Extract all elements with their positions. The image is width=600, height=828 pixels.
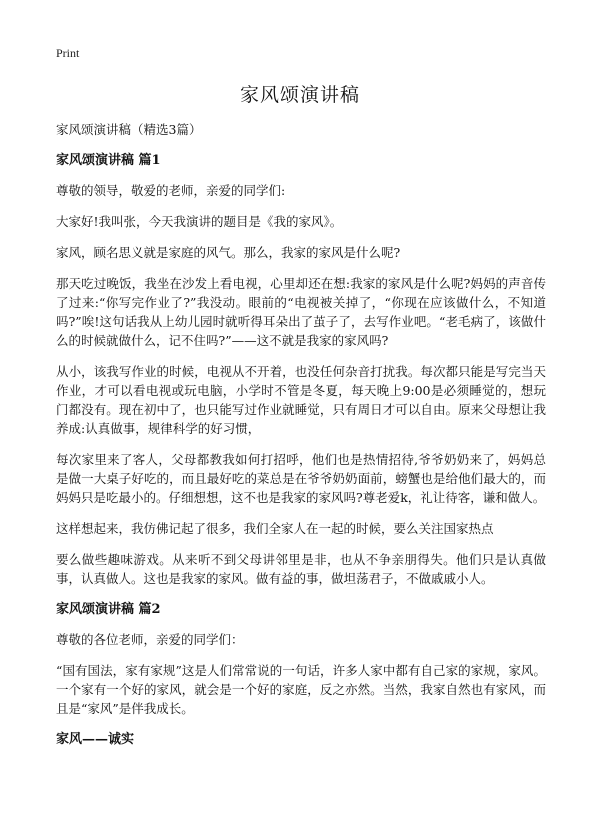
section-heading: 家风颂演讲稿 篇2 — [56, 602, 161, 617]
section-heading: 家风颂演讲稿 篇1 — [56, 153, 161, 168]
section-heading: 家风——诚实 — [56, 732, 135, 747]
document-subtitle: 家风颂演讲稿（精选3篇） — [56, 122, 202, 137]
paragraph: 尊敬的领导，敬爱的老师，亲爱的同学们: — [56, 183, 286, 198]
page-title: 家风颂演讲稿 — [239, 84, 360, 106]
paragraph: 尊敬的各位老师，亲爱的同学们： — [56, 632, 244, 647]
paragraph: 每次家里来了客人，父母都教我如何打招呼，他们也是热情招待,爷爷奶奶来了，妈妈总是做一大桌子好吃的，而且最好吃的菜总是在爷爷奶奶面前，螃蟹也是给他们最大的，而妈妈只是吃最小的。仔细想想，这不也是我家的家风吗?尊老爱k，礼让待客，谦和做人。 — [56, 452, 546, 505]
paragraph: 那天吃过晚饭，我坐在沙发上看电视，心里却还在想:我家的家风是什么呢?妈妈的声音传了过来:“你写完作业了?”我没动。眼前的“电视被关掉了，“你现在应该做什么，不知道吗?”唉!这句话我从上幼儿园时就听得耳朵出了茧子了，去写作业吧。“老毛病了，该做什么的时候就做什么，记不住吗?”——这不就是我家的家风吗? — [56, 276, 546, 348]
paragraph: “国有国法，家有家规”这是人们常常说的一句话，许多人家中都有自己家的家规，家风。一个家有一个好的家风，就会是一个好的家庭，反之亦然。当然，我家自然也有家风，而且是“家风”是伴我成长。 — [56, 663, 546, 716]
print-label: Print — [56, 46, 80, 60]
document-body — [56, 120, 546, 760]
paragraph: 从小，该我写作业的时候，电视从不开着，也没任何杂音打扰我。每次都只能是写完当天作业，才可以看电视或玩电脑，小学时不管是冬夏，每天晚上9:00是必须睡觉的，想玩门都没有。现在初中了，也只能写过作业就睡觉，只有周日才可以自由。原来父母想让我养成:认真做事，规律科学的好习惯， — [56, 364, 546, 436]
section-1 — [56, 151, 546, 588]
section-3 — [56, 730, 546, 749]
paragraph: 这样想起来，我仿佛记起了很多，我们全家人在一起的时候，要么关注国家热点 — [56, 521, 494, 536]
section-2 — [56, 600, 546, 718]
paragraph: 大家好!我叫张，今天我演讲的题目是《我的家风》。 — [56, 214, 343, 229]
paragraph: 家风，顾名思义就是家庭的风气。那么，我家的家风是什么呢? — [56, 245, 401, 260]
paragraph: 要么做些趣味游戏。从来听不到父母讲邻里是非，也从不争亲朋得失。他们只是认真做事，认真做人。这也是我家的家风。做有益的事，做坦荡君子，不做戚戚小人。 — [56, 552, 546, 586]
